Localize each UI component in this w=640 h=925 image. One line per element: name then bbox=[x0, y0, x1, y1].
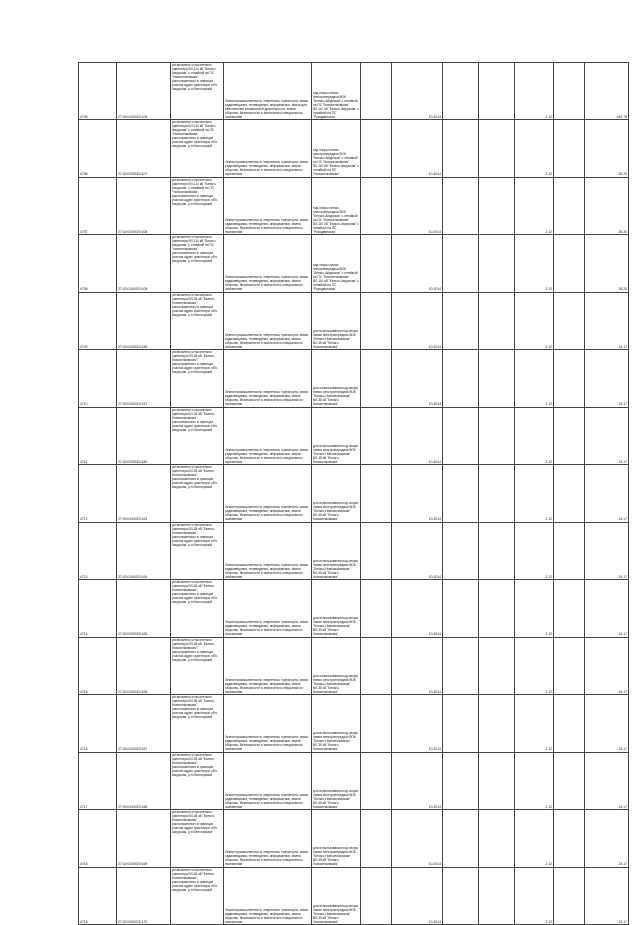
row-number-cell: 4710 bbox=[79, 350, 117, 408]
empty-cell bbox=[479, 292, 515, 350]
permitted-use-cell: под опоры линии электропередачи ВОК "Бельго-Амурская" с отпайкой на ПС "Новоселковская" ВЛ-110 кВ "Бельго-Амурская" с отпайкой на ПС "Новоселковская" bbox=[312, 120, 361, 178]
table-row bbox=[79, 580, 629, 638]
cadastral-number-cell: 27:02:0100023:109 bbox=[117, 235, 171, 293]
land-category-cell: Земли промышленности, энергетики, транспорта, связи, радиовещания, телевидения, информатики, земли для обеспечения космической деятельности, земли обороны, безопасности и земли иного специального назначения bbox=[224, 63, 312, 120]
cadastral-number-cell: 27:02:0100023:108 bbox=[117, 177, 171, 235]
date-cell: 10.2014 bbox=[392, 407, 443, 465]
permitted-use-cell: для использования под опоры линии электропередачи ВОК "Бельго-Новоселковская" ВЛ-35 кВ "Бельго-Новоселковская" bbox=[312, 522, 361, 580]
land-category-cell: Земли промышленности, энергетики, транспорта, связи, радиовещания, телевидения, информатики, земли обороны, безопасности и земли иного специального назначения bbox=[224, 407, 312, 465]
permitted-use-cell: под опоры линии электропередачи ВОК "Бельго-Амурская" с отпайкой на ПС "Новоселковская" ВЛ-110 кВ "Бельго-Амурская" с отпайкой на ПС "Рукодвинская" bbox=[312, 177, 361, 235]
empty-cell bbox=[443, 235, 479, 293]
table-body bbox=[79, 63, 629, 925]
date-cell: 10.2014 bbox=[392, 867, 443, 925]
land-category-cell: Земли промышленности, энергетики, транспорта, связи, радиовещания, телевидения, информатики, земли обороны, безопасности и земли иного специального назначения bbox=[224, 695, 312, 753]
empty-cell bbox=[361, 465, 392, 523]
empty-cell bbox=[361, 752, 392, 810]
rate-cell: 2,12 bbox=[515, 867, 554, 925]
empty-cell bbox=[479, 465, 515, 523]
rate-cell: 2,12 bbox=[515, 120, 554, 178]
empty-cell bbox=[443, 120, 479, 178]
cadastral-number-cell: 27:02:0100023:168 bbox=[117, 752, 171, 810]
empty-cell bbox=[554, 120, 585, 178]
sum-cell: 440,78 bbox=[585, 63, 629, 120]
date-cell: 10.2014 bbox=[392, 752, 443, 810]
sum-cell: 24,17 bbox=[585, 810, 629, 868]
table-row bbox=[79, 752, 629, 810]
cadastral-number-cell: 27:02:0100023:157 bbox=[117, 350, 171, 408]
empty-cell bbox=[361, 120, 392, 178]
empty-cell bbox=[361, 350, 392, 408]
location-cell: установлено относительно ориентира ВЛ-110 кВ "Бельго-Амурская" с отпайкой на ПС "Новоселковская", расположенного в границах участка адрес ориентира: обл. Амурская, р-н Белогорский bbox=[171, 63, 224, 120]
empty-cell bbox=[361, 63, 392, 120]
sum-cell: 24,17 bbox=[585, 465, 629, 523]
empty-cell bbox=[554, 752, 585, 810]
sum-cell: 24,17 bbox=[585, 867, 629, 925]
empty-cell bbox=[479, 407, 515, 465]
location-cell: установлено относительно ориентира ВЛ-110 кВ "Бельго-Амурская" с отпайкой на ПС "Новоселковская", расположенного в границах участка адрес ориентира: обл. Амурская, р-н Белогорский bbox=[171, 120, 224, 178]
empty-cell bbox=[479, 177, 515, 235]
empty-cell bbox=[554, 407, 585, 465]
location-cell: установлено относительно ориентира ВЛ-35 кВ "Бельго-Новоселковская", расположенного в границах участка адрес ориентира: обл. Амурская, р-н Белогорский bbox=[171, 637, 224, 695]
location-cell: установлено относительно ориентира ВЛ-35 кВ "Бельго-Новоселковская", расположенного в границах участка адрес ориентира: обл. Амурская, р-н Белогорский bbox=[171, 522, 224, 580]
empty-cell bbox=[554, 637, 585, 695]
empty-cell bbox=[361, 407, 392, 465]
land-category-cell: Земли промышленности, энергетики, транспорта, связи, радиовещания, телевидения, информатики, земли обороны, безопасности и земли иного специального назначения bbox=[224, 752, 312, 810]
land-category-cell: Земли промышленности, энергетики, транспорта, связи, радиовещания, телевидения, информатики, земли обороны, безопасности и земли иного специального назначения bbox=[224, 580, 312, 638]
row-number-cell: 4713 bbox=[79, 522, 117, 580]
date-cell: 10.2014 bbox=[392, 810, 443, 868]
rate-cell: 2,12 bbox=[515, 177, 554, 235]
rate-cell: 2,12 bbox=[515, 350, 554, 408]
land-category-cell: Земли промышленности, энергетики, транспорта, связи, радиовещания, телевидения, информатики, земли обороны, безопасности и земли иного специального назначения bbox=[224, 465, 312, 523]
cadastral-number-cell: 27:02:0100023:166 bbox=[117, 637, 171, 695]
table-row bbox=[79, 465, 629, 523]
empty-cell bbox=[554, 522, 585, 580]
empty-cell bbox=[479, 235, 515, 293]
empty-cell bbox=[554, 867, 585, 925]
location-cell: установлено относительно ориентира ВЛ-35 кВ "Бельго-Новоселковская", расположенного в границах участка адрес ориентира: обл. Амурская, р-н Белогорский bbox=[171, 580, 224, 638]
table-row bbox=[79, 522, 629, 580]
table-row bbox=[79, 867, 629, 925]
sum-cell: 24,17 bbox=[585, 637, 629, 695]
row-number-cell: 4712 bbox=[79, 465, 117, 523]
land-category-cell: Земли промышленности, энергетики, транспорта, связи, радиовещания, телевидения, информатики, земли обороны, безопасности и земли иного специального назначения bbox=[224, 235, 312, 293]
empty-cell bbox=[479, 695, 515, 753]
empty-cell bbox=[443, 695, 479, 753]
rate-cell: 2,12 bbox=[515, 810, 554, 868]
cadastral-number-cell: 27:02:0100023:106 bbox=[117, 63, 171, 120]
location-cell: установлено относительно ориентира ВЛ-110 кВ "Бельго-Амурская" с отпайкой на ПС "Новоселковская", расположенного в границах участка адрес ориентира: обл. Амурская, р-н Белогорский bbox=[171, 177, 224, 235]
empty-cell bbox=[443, 407, 479, 465]
table-row bbox=[79, 120, 629, 178]
date-cell: 10.2014 bbox=[392, 580, 443, 638]
empty-cell bbox=[479, 752, 515, 810]
date-cell: 10.2014 bbox=[392, 465, 443, 523]
empty-cell bbox=[443, 522, 479, 580]
rate-cell: 2,12 bbox=[515, 637, 554, 695]
location-cell: установлено относительно ориентира ВЛ-110 кВ "Бельго-Амурская" с отпайкой на ПС "Новоселковская", расположенного в границах участка адрес ориентира: обл. Амурская, р-н Белогорский bbox=[171, 235, 224, 293]
rate-cell: 2,12 bbox=[515, 522, 554, 580]
date-cell: 10.2014 bbox=[392, 177, 443, 235]
empty-cell bbox=[479, 810, 515, 868]
rate-cell: 2,12 bbox=[515, 63, 554, 120]
table-row bbox=[79, 292, 629, 350]
cadastral-number-cell: 27:02:0100023:163 bbox=[117, 465, 171, 523]
empty-cell bbox=[479, 637, 515, 695]
land-category-cell: Земли промышленности, энергетики, транспорта, связи, радиовещания, телевидения, информатики, земли обороны, безопасности и земли иного специального назначения bbox=[224, 120, 312, 178]
row-number-cell: 4705 bbox=[79, 63, 117, 120]
empty-cell bbox=[361, 810, 392, 868]
table-row bbox=[79, 235, 629, 293]
row-number-cell: 4706 bbox=[79, 120, 117, 178]
land-category-cell: Земли промышленности, энергетики, транспорта, связи, радиовещания, телевидения, информатики, земли обороны, безопасности и земли иного специального назначения bbox=[224, 292, 312, 350]
land-category-cell: Земли промышленности, энергетики, транспорта, связи, радиовещания, телевидения, информатики, земли обороны, безопасности и земли иного специального назначения bbox=[224, 350, 312, 408]
table-row bbox=[79, 177, 629, 235]
row-number-cell: 4711 bbox=[79, 407, 117, 465]
empty-cell bbox=[479, 63, 515, 120]
date-cell: 10.2014 bbox=[392, 637, 443, 695]
empty-cell bbox=[361, 637, 392, 695]
land-category-cell: Земли промышленности, энергетики, транспорта, связи, радиовещания, телевидения, информатики, земли обороны, безопасности и земли иного специального назначения bbox=[224, 637, 312, 695]
rate-cell: 2,12 bbox=[515, 580, 554, 638]
row-number-cell: 4715 bbox=[79, 637, 117, 695]
empty-cell bbox=[443, 465, 479, 523]
row-number-cell: 4718 bbox=[79, 810, 117, 868]
permitted-use-cell: под опоры линии электропередачи ВОК "Бельго-Амурская" с отпайкой на ПС "Новоселковская" ВЛ-110 кВ "Бельго-Амурская" с отпайкой на ПС "Рукодвинская" bbox=[312, 63, 361, 120]
land-category-cell: Земли промышленности, энергетики, транспорта, связи, радиовещания, телевидения, информатики, земли обороны, безопасности и земли иного специального назначения bbox=[224, 867, 312, 925]
empty-cell bbox=[479, 867, 515, 925]
empty-cell bbox=[554, 810, 585, 868]
land-category-cell: Земли промышленности, энергетики, транспорта, связи, радиовещания, телевидения, информатики, земли обороны, безопасности и земли иного специального назначения bbox=[224, 810, 312, 868]
location-cell: установлено относительно ориентира ВЛ-35 кВ "Бельго-Новоселковская", расположенного в границах участка адрес ориентира: обл. Амурская, р-н Белогорский bbox=[171, 292, 224, 350]
empty-cell bbox=[479, 580, 515, 638]
land-category-cell: Земли промышленности, энергетики, транспорта, связи, радиовещания, телевидения, информатики, земли обороны, безопасности и земли иного специального назначения bbox=[224, 522, 312, 580]
empty-cell bbox=[554, 177, 585, 235]
empty-cell bbox=[443, 810, 479, 868]
permitted-use-cell: для использования под опоры линии электропередачи ВОК "Бельго-Новоселковская" ВЛ-35 кВ "Бельго-Новоселковская" bbox=[312, 695, 361, 753]
location-cell: установлено относительно ориентира ВЛ-35 кВ "Бельго-Новоселковская", расположенного в границах участка адрес ориентира: обл. Амурская, р-н Белогорский bbox=[171, 867, 224, 925]
permitted-use-cell: для использования под опоры линии электропередачи ВОК "Бельго-Новоселковская" ВЛ-35 кВ "Бельго-Новоселковская" bbox=[312, 465, 361, 523]
date-cell: 10.2014 bbox=[392, 292, 443, 350]
row-number-cell: 4708 bbox=[79, 235, 117, 293]
empty-cell bbox=[554, 580, 585, 638]
empty-cell bbox=[443, 580, 479, 638]
location-cell: установлено относительно ориентира ВЛ-35 кВ "Бельго-Новоселковская", расположенного в границах участка адрес ориентира: обл. Амурская, р-н Белогорский bbox=[171, 350, 224, 408]
table-row bbox=[79, 350, 629, 408]
empty-cell bbox=[361, 292, 392, 350]
permitted-use-cell: для использования под опоры линии электропередачи ВОК "Бельго-Новоселковская" ВЛ-35 кВ "Бельго-Новоселковская" bbox=[312, 810, 361, 868]
cadastral-number-cell: 27:02:0100023:170 bbox=[117, 867, 171, 925]
sum-cell: 24,17 bbox=[585, 580, 629, 638]
row-number-cell: 4717 bbox=[79, 752, 117, 810]
empty-cell bbox=[361, 177, 392, 235]
permitted-use-cell: для использования под опоры линии электропередачи ВОК "Бельго-Новоселковская" ВЛ-35 кВ "Бельго-Новоселковская" bbox=[312, 637, 361, 695]
row-number-cell: 4707 bbox=[79, 177, 117, 235]
row-number-cell: 4716 bbox=[79, 695, 117, 753]
empty-cell bbox=[443, 63, 479, 120]
permitted-use-cell: для использования под опоры линии электропередачи ВОК "Бельго-Новоселковская" ВЛ-35 кВ "Бельго-Новоселковская" bbox=[312, 867, 361, 925]
rate-cell: 2,12 bbox=[515, 235, 554, 293]
cadastral-number-cell: 27:02:0100023:156 bbox=[117, 292, 171, 350]
rate-cell: 2,12 bbox=[515, 752, 554, 810]
sum-cell: 26,20 bbox=[585, 235, 629, 293]
land-category-cell: Земли промышленности, энергетики, транспорта, связи, радиовещания, телевидения, информатики, земли обороны, безопасности и земли иного специального назначения bbox=[224, 177, 312, 235]
empty-cell bbox=[361, 235, 392, 293]
location-cell: установлено относительно ориентира ВЛ-35 кВ "Бельго-Новоселковская", расположенного в границах участка адрес ориентира: обл. Амурская, р-н Белогорский bbox=[171, 407, 224, 465]
rate-cell: 2,12 bbox=[515, 695, 554, 753]
empty-cell bbox=[554, 292, 585, 350]
sum-cell: 24,17 bbox=[585, 350, 629, 408]
empty-cell bbox=[554, 235, 585, 293]
permitted-use-cell: для использования под опоры линии электропередачи ВОК "Бельго-Новоселковская" ВЛ-35 кВ "Бельго-Новоселковская" bbox=[312, 752, 361, 810]
empty-cell bbox=[361, 867, 392, 925]
date-cell: 10.2014 bbox=[392, 350, 443, 408]
permitted-use-cell: для использования под опоры линии электропередачи ВОК "Бельго-Новоселковская" ВЛ-35 кВ "Бельго-Новоселковская" bbox=[312, 580, 361, 638]
date-cell: 10.2014 bbox=[392, 522, 443, 580]
rate-cell: 2,12 bbox=[515, 292, 554, 350]
empty-cell bbox=[554, 350, 585, 408]
empty-cell bbox=[554, 63, 585, 120]
empty-cell bbox=[479, 120, 515, 178]
rate-cell: 2,12 bbox=[515, 407, 554, 465]
location-cell: установлено относительно ориентира ВЛ-35 кВ "Бельго-Новоселковская", расположенного в границах участка адрес ориентира: обл. Амурская, р-н Белогорский bbox=[171, 810, 224, 868]
sum-cell: 26,20 bbox=[585, 120, 629, 178]
permitted-use-cell: для использования под опоры линии электропередачи ВОК "Бельго-Новоселковская" ВЛ-35 кВ "Бельго-Новоселковская" bbox=[312, 350, 361, 408]
row-number-cell: 4709 bbox=[79, 292, 117, 350]
sum-cell: 24,17 bbox=[585, 752, 629, 810]
empty-cell bbox=[443, 752, 479, 810]
empty-cell bbox=[554, 465, 585, 523]
empty-cell bbox=[443, 292, 479, 350]
empty-cell bbox=[479, 350, 515, 408]
date-cell: 10.2014 bbox=[392, 695, 443, 753]
location-cell: установлено относительно ориентира ВЛ-35 кВ "Бельго-Новоселковская", расположенного в границах участка адрес ориентира: обл. Амурская, р-н Белогорский bbox=[171, 465, 224, 523]
location-cell: установлено относительно ориентира ВЛ-35 кВ "Бельго-Новоселковская", расположенного в границах участка адрес ориентира: обл. Амурская, р-н Белогорский bbox=[171, 695, 224, 753]
sum-cell: 26,20 bbox=[585, 177, 629, 235]
cadastral-number-cell: 27:02:0100023:169 bbox=[117, 810, 171, 868]
row-number-cell: 4719 bbox=[79, 867, 117, 925]
cadastral-number-cell: 27:02:0100023:167 bbox=[117, 695, 171, 753]
empty-cell bbox=[443, 637, 479, 695]
table-row bbox=[79, 63, 629, 120]
cadastral-number-cell: 27:02:0100023:107 bbox=[117, 120, 171, 178]
rate-cell: 2,12 bbox=[515, 465, 554, 523]
date-cell: 10.2014 bbox=[392, 120, 443, 178]
cadastral-number-cell: 27:02:0100023:165 bbox=[117, 580, 171, 638]
sum-cell: 24,17 bbox=[585, 407, 629, 465]
permitted-use-cell: для использования под опоры линии электропередачи ВОК "Бельго-Новоселковская" ВЛ-35 кВ "Бельго-Новоселковская" bbox=[312, 407, 361, 465]
table-row bbox=[79, 407, 629, 465]
empty-cell bbox=[479, 522, 515, 580]
land-plots-table bbox=[78, 62, 629, 925]
date-cell: 10.2014 bbox=[392, 235, 443, 293]
empty-cell bbox=[443, 867, 479, 925]
table-row bbox=[79, 810, 629, 868]
permitted-use-cell: под опоры линии электропередачи ВОК "Бельго-Амурская" с отпайкой на ПС "Новоселковская" ВЛ-110 кВ "Бельго-Амурская" с отпайкой на ПС "Рукодвинская" bbox=[312, 235, 361, 293]
cadastral-number-cell: 27:02:0100023:160 bbox=[117, 407, 171, 465]
empty-cell bbox=[361, 522, 392, 580]
sum-cell: 24,17 bbox=[585, 522, 629, 580]
sum-cell: 24,17 bbox=[585, 695, 629, 753]
empty-cell bbox=[443, 350, 479, 408]
empty-cell bbox=[361, 580, 392, 638]
empty-cell bbox=[361, 695, 392, 753]
date-cell: 10.2014 bbox=[392, 63, 443, 120]
location-cell: установлено относительно ориентира ВЛ-35 кВ "Бельго-Новоселковская", расположенного в границах участка адрес ориентира: обл. Амурская, р-н Белогорский bbox=[171, 752, 224, 810]
empty-cell bbox=[443, 177, 479, 235]
permitted-use-cell: для использования под опоры линии электропередачи ВОК "Бельго-Новоселковская" ВЛ-35 кВ "Бельго-Новоселковская" bbox=[312, 292, 361, 350]
empty-cell bbox=[554, 695, 585, 753]
table-row bbox=[79, 637, 629, 695]
table-row bbox=[79, 695, 629, 753]
sum-cell: 24,17 bbox=[585, 292, 629, 350]
row-number-cell: 4714 bbox=[79, 580, 117, 638]
cadastral-number-cell: 27:02:0100023:164 bbox=[117, 522, 171, 580]
